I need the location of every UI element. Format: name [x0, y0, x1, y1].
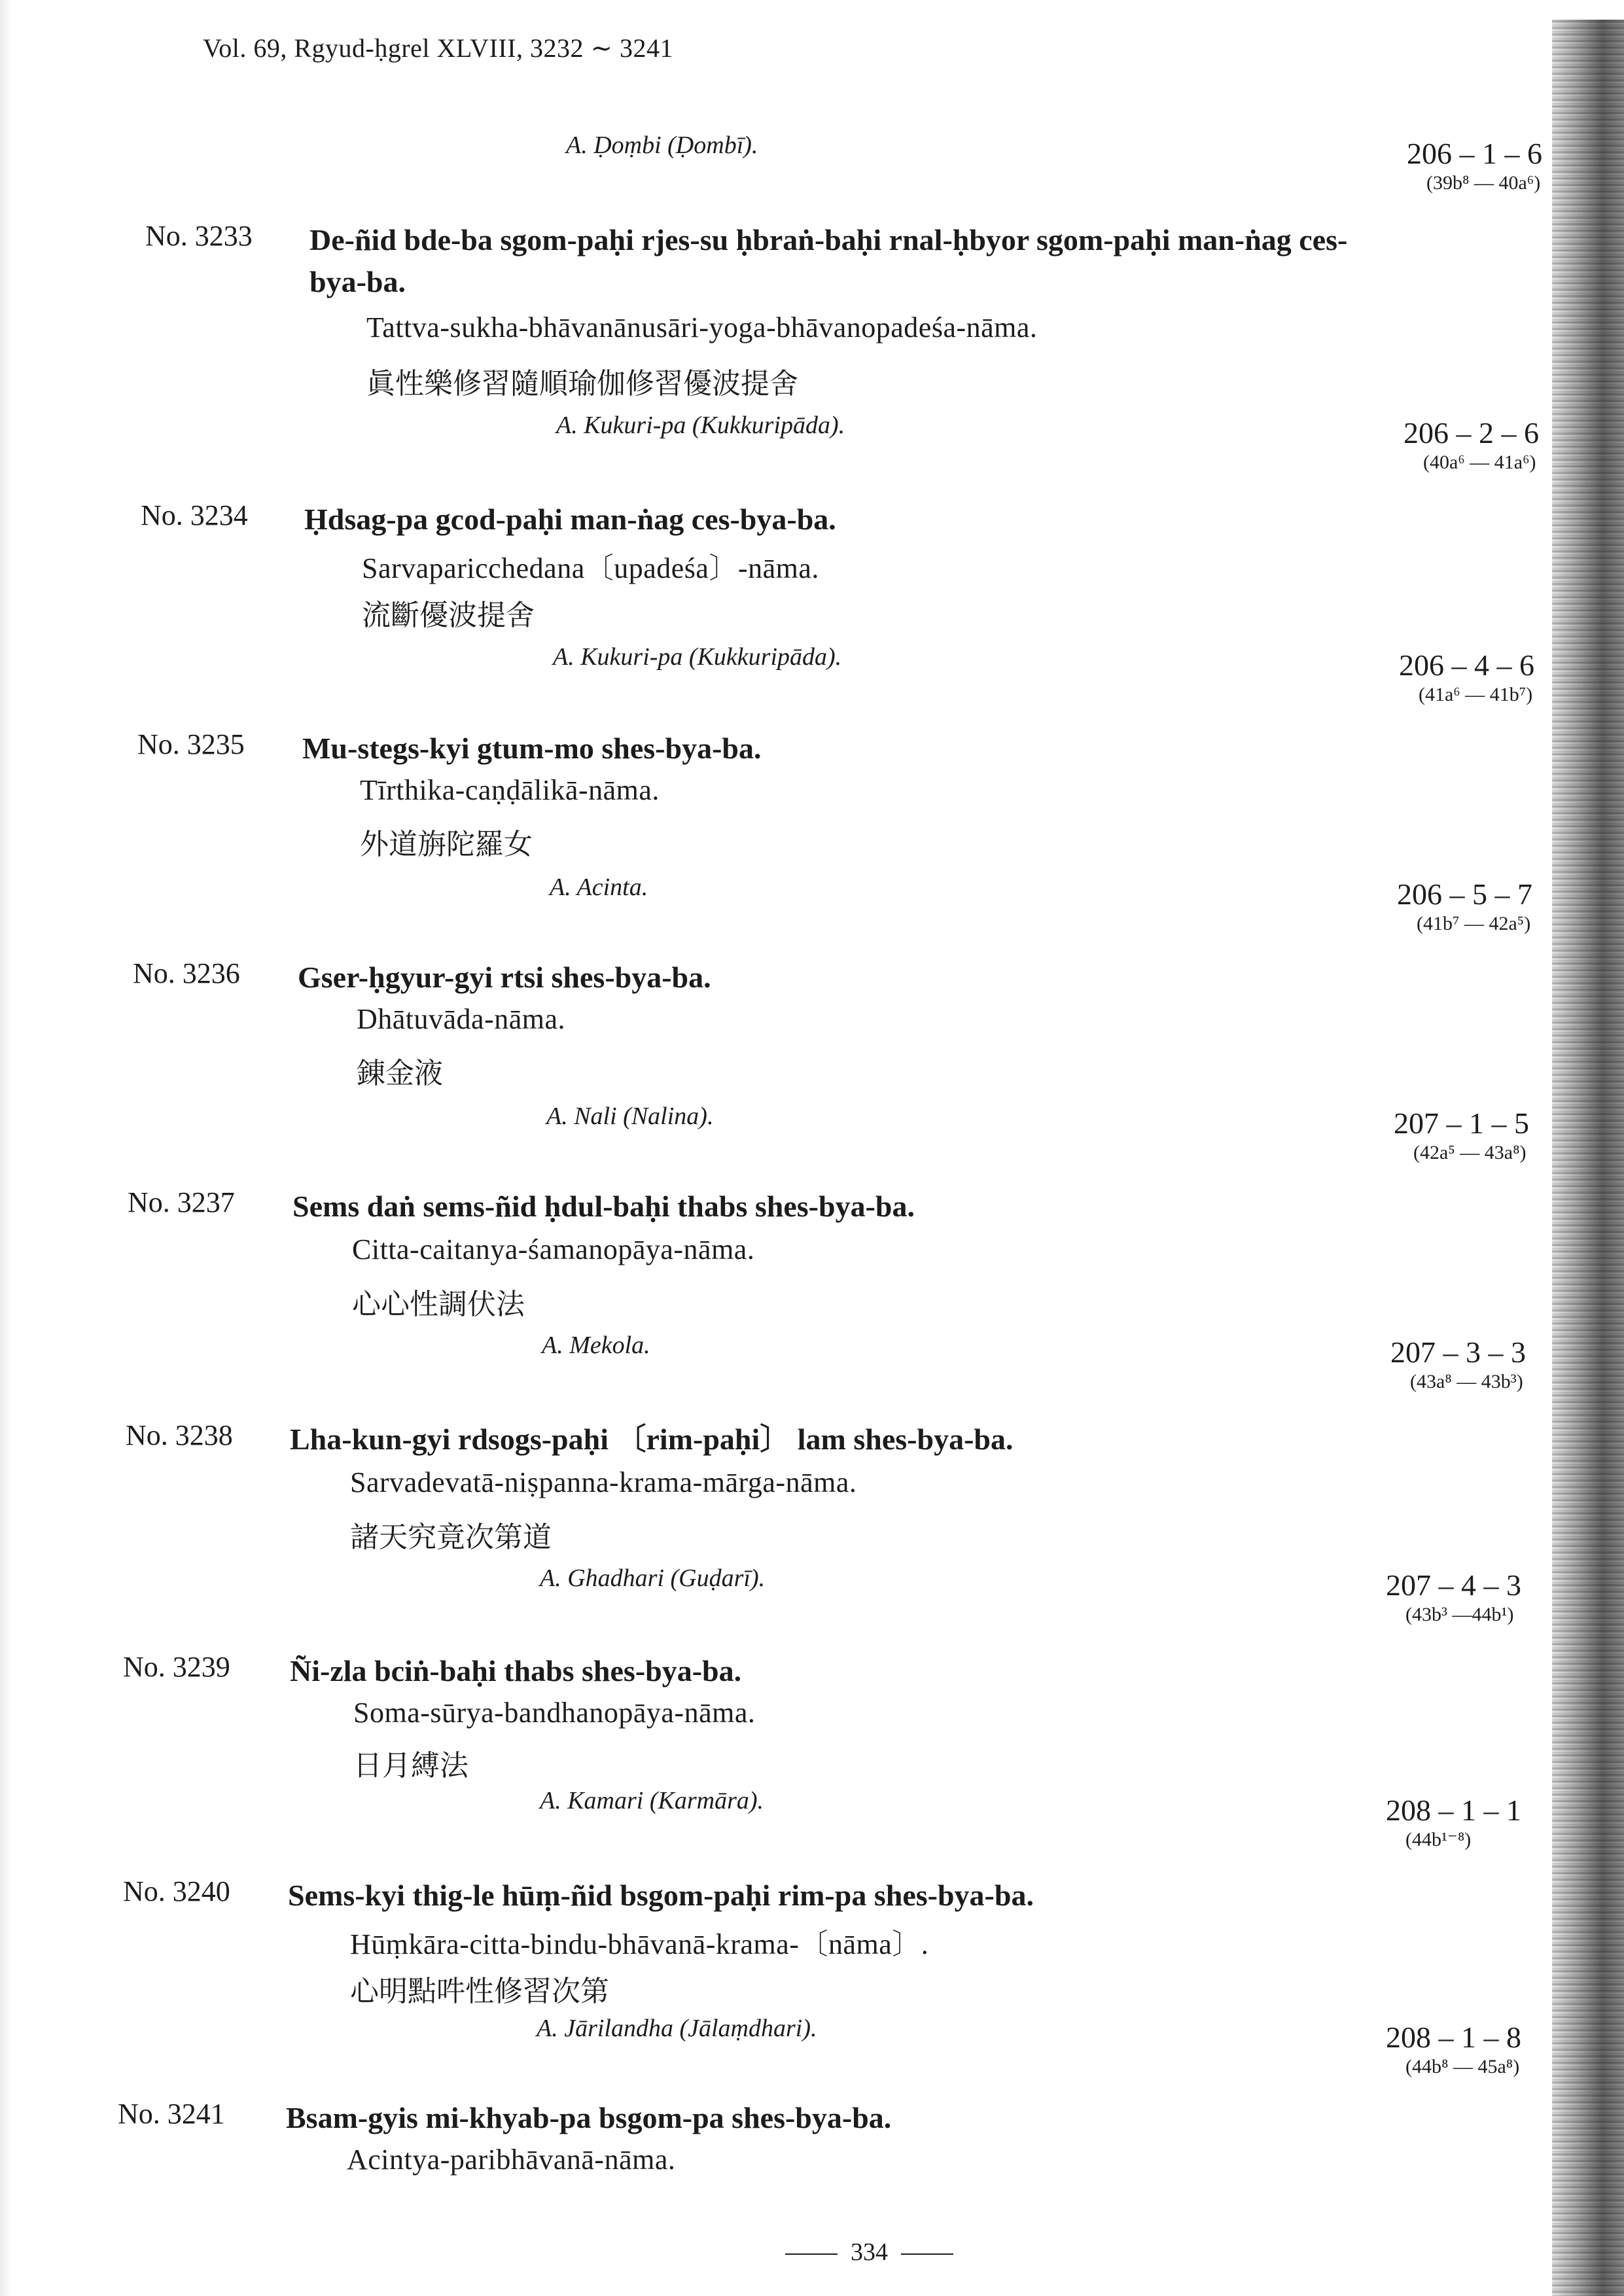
- entry-ref: [1390, 1335, 1561, 1394]
- entry-author: A. Kukuri-pa (Kukkuripāda).: [556, 412, 845, 439]
- entry-ref: [1386, 1793, 1556, 1852]
- entry-sanskrit: Dhātuvāda-nāma.: [357, 1003, 566, 1035]
- entry-chinese: 外道旃陀羅女: [360, 828, 533, 861]
- entry-chinese: 心心性調伏法: [352, 1288, 525, 1321]
- top-author: A. Ḍoṃbi (Ḍombī).: [566, 132, 758, 159]
- entry-ref: [1403, 415, 1574, 474]
- entry-author: A. Ghadhari (Guḍarī).: [540, 1564, 766, 1592]
- entry-number: No. 3234: [141, 499, 248, 531]
- entry-sanskrit: Hūṃkāra-citta-bindu-bhāvanā-krama-〔nāma〕.: [350, 1928, 929, 1960]
- ref-folio: (44b¹⁻⁸): [1405, 1829, 1472, 1850]
- ref-main: 206 – 4 – 6: [1399, 648, 1534, 682]
- page-number-dash-right: [901, 2253, 953, 2255]
- ref-main: 207 – 4 – 3: [1386, 1568, 1521, 1602]
- entry-title: Ḥdsag-pa gcod-paḥi man-ṅag ces-bya-ba.: [304, 503, 836, 536]
- entry-title: Sems-kyi thig-le hūṃ-ñid bsgom-paḥi rim-pa shes-bya-ba.: [288, 1879, 1034, 1912]
- ref-main: 208 – 1 – 1: [1386, 1793, 1521, 1827]
- entry-author: A. Mekola.: [542, 1332, 650, 1359]
- ref-main: 207 – 3 – 3: [1390, 1335, 1526, 1369]
- ref-folio: (39b⁸ — 40a⁶): [1426, 172, 1541, 194]
- entry-sanskrit: Tattva-sukha-bhāvanānusāri-yoga-bhāvanopadeśa-nāma.: [366, 311, 1038, 344]
- entry-chinese: 錬金液: [357, 1057, 443, 1090]
- running-head: Vol. 69, Rgyud-ḥgrel XLVIII, 3232 ∼ 3241: [203, 33, 674, 63]
- entry-title: Lha-kun-gyi rdsogs-paḥi 〔rim-paḥi〕 lam shes-bya-ba.: [290, 1422, 1014, 1456]
- entry-title: Bsam-gyis mi-khyab-pa bsgom-pa shes-bya-ba.: [286, 2101, 892, 2134]
- page-number-dash-left: [785, 2253, 838, 2255]
- ref-main: 207 – 1 – 5: [1394, 1106, 1529, 1140]
- ref-folio: (43a⁸ — 43b³): [1410, 1371, 1523, 1392]
- ref-folio: (40a⁶ — 41a⁶): [1423, 451, 1536, 473]
- ref-main: 206 – 2 – 6: [1403, 416, 1539, 450]
- page-number-value: 334: [851, 2238, 888, 2266]
- entry-number: No. 3237: [128, 1186, 235, 1218]
- entry-number: No. 3233: [145, 220, 253, 252]
- entry-ref: [1386, 2020, 1556, 2079]
- entry-number: No. 3239: [123, 1651, 230, 1683]
- page-number: [772, 2238, 966, 2267]
- entry-sanskrit: Sarvadevatā-niṣpanna-krama-mārga-nāma.: [350, 1466, 857, 1498]
- entry-ref: [1399, 648, 1569, 707]
- entry-sanskrit: Soma-sūrya-bandhanopāya-nāma.: [353, 1697, 756, 1729]
- entry-sanskrit: Citta-caitanya-śamanopāya-nāma.: [352, 1233, 755, 1265]
- entry-chinese: 眞性樂修習隨順瑜伽修習優波提舍: [366, 367, 798, 400]
- entry-author: A. Acinta.: [550, 874, 648, 901]
- ref-main: 206 – 5 – 7: [1397, 877, 1532, 911]
- entry-chinese: 諸天究竟次第道: [350, 1521, 552, 1554]
- ref-folio: (44b⁸ — 45a⁸): [1405, 2056, 1520, 2077]
- entry-number: No. 3240: [123, 1875, 230, 1907]
- entry-title: Mu-stegs-kyi gtum-mo shes-bya-ba.: [302, 732, 762, 765]
- entry-author: A. Jārilandha (Jālaṃdhari).: [537, 2015, 817, 2042]
- ref-folio: (42a⁵ — 43a⁸): [1413, 1142, 1527, 1163]
- entry-ref: [1394, 1106, 1564, 1165]
- entry-sanskrit: Sarvaparicchedana〔upadeśa〕-nāma.: [362, 552, 819, 584]
- entry-title: De-ñid bde-ba sgom-paḥi rjes-su ḥbraṅ-baḥi rnal-ḥbyor sgom-paḥi man-ṅag ces-bya-ba.: [309, 223, 1348, 298]
- entry-chinese: 日月縛法: [353, 1749, 468, 1782]
- entry-number: No. 3241: [118, 2098, 225, 2130]
- ref-folio: (41a⁶ — 41b⁷): [1419, 684, 1533, 705]
- entry-chinese: 心明點吽性修習次第: [350, 1975, 609, 2008]
- entry-chinese: 流斷優波提舍: [362, 599, 535, 632]
- entry-title: Ñi-zla bciṅ-baḥi thabs shes-bya-ba.: [290, 1654, 742, 1687]
- ref-folio: (43b³ —44b¹): [1405, 1604, 1514, 1625]
- entry-author: A. Kukuri-pa (Kukkuripāda).: [553, 643, 842, 671]
- top-ref: [1407, 136, 1577, 195]
- scan-left-edge: [0, 0, 12, 2296]
- entry-number: No. 3236: [133, 957, 240, 989]
- entry-title: Sems daṅ sems-ñid ḥdul-baḥi thabs shes-bya-ba.: [292, 1190, 915, 1223]
- entry-author: A. Nali (Nalina).: [546, 1103, 714, 1130]
- ref-main: 208 – 1 – 8: [1386, 2021, 1521, 2054]
- entry-sanskrit: Tīrthika-caṇḍālikā-nāma.: [360, 774, 660, 806]
- entry-number: No. 3235: [137, 728, 245, 760]
- entry-title: Gser-ḥgyur-gyi rtsi shes-bya-ba.: [298, 961, 711, 994]
- entry-ref: [1397, 877, 1567, 936]
- ref-folio: (41b⁷ — 42a⁵): [1417, 913, 1531, 934]
- entry-sanskrit: Acintya-paribhāvanā-nāma.: [347, 2144, 676, 2176]
- entry-number: No. 3238: [126, 1419, 233, 1451]
- entry-author: A. Kamari (Karmāra).: [540, 1787, 764, 1814]
- ref-main: 206 – 1 – 6: [1407, 137, 1542, 170]
- entry-ref: [1386, 1568, 1556, 1627]
